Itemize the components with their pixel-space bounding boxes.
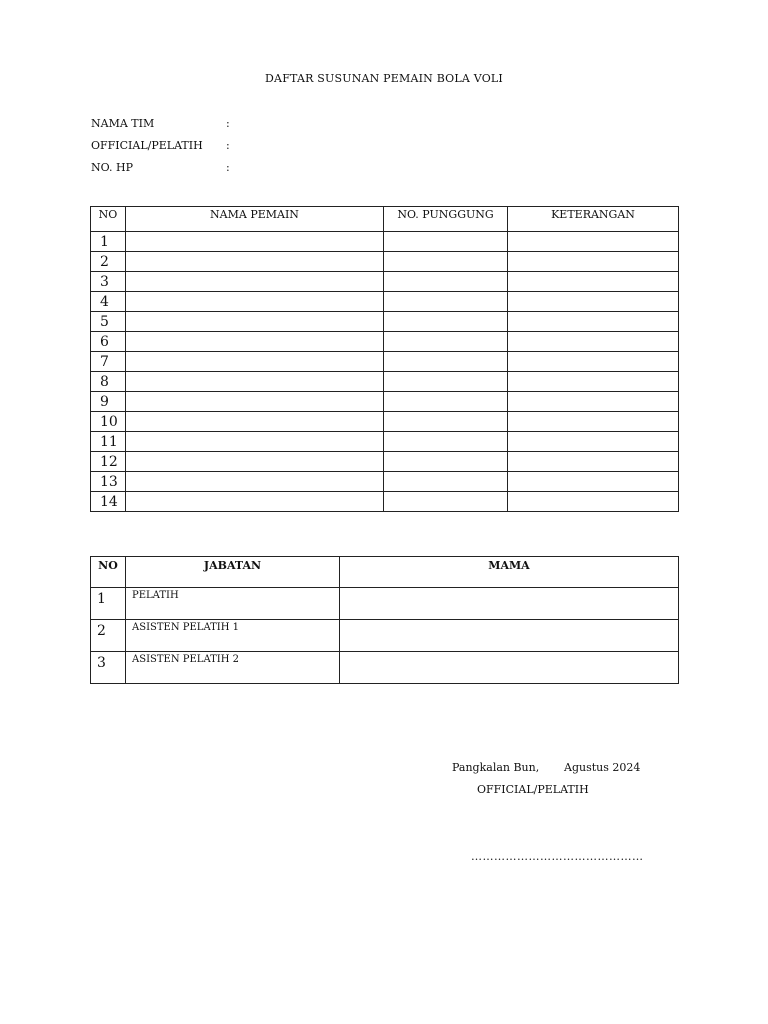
player-jersey-cell[interactable] xyxy=(384,472,508,492)
player-name-cell[interactable] xyxy=(126,332,384,352)
player-notes-cell[interactable] xyxy=(508,372,679,392)
player-row-number: 10 xyxy=(91,412,126,432)
table-row xyxy=(91,292,679,312)
info-colon-team-name: : xyxy=(226,117,230,130)
table-row xyxy=(91,620,679,652)
player-name-cell[interactable] xyxy=(126,372,384,392)
table-row xyxy=(91,412,679,432)
table-row xyxy=(91,332,679,352)
table-row xyxy=(91,392,679,412)
signature-place: Pangkalan Bun, xyxy=(452,761,540,774)
official-name-cell[interactable] xyxy=(340,620,679,652)
player-row-number: 4 xyxy=(91,292,126,312)
official-role: PELATIH xyxy=(126,588,340,620)
table-row xyxy=(91,452,679,472)
signature-date: Agustus 2024 xyxy=(564,761,641,774)
player-name-cell[interactable] xyxy=(126,252,384,272)
players-header-row xyxy=(91,207,679,232)
table-row xyxy=(91,588,679,620)
signature-role: OFFICIAL/PELATIH xyxy=(477,783,589,796)
info-colon-phone: : xyxy=(226,161,230,174)
player-notes-cell[interactable] xyxy=(508,332,679,352)
table-row xyxy=(91,472,679,492)
player-notes-cell[interactable] xyxy=(508,392,679,412)
table-row xyxy=(91,272,679,292)
player-notes-cell[interactable] xyxy=(508,272,679,292)
players-header-no: NO xyxy=(91,207,126,232)
player-jersey-cell[interactable] xyxy=(384,372,508,392)
player-notes-cell[interactable] xyxy=(508,432,679,452)
player-row-number: 7 xyxy=(91,352,126,372)
player-notes-cell[interactable] xyxy=(508,452,679,472)
players-table xyxy=(90,206,679,512)
official-row-number: 1 xyxy=(91,588,126,620)
player-name-cell[interactable] xyxy=(126,292,384,312)
player-row-number: 1 xyxy=(91,232,126,252)
official-name-cell[interactable] xyxy=(340,652,679,684)
officials-header-name: MAMA xyxy=(340,557,679,588)
player-row-number: 13 xyxy=(91,472,126,492)
table-row xyxy=(91,492,679,512)
officials-header-no: NO xyxy=(91,557,126,588)
player-name-cell[interactable] xyxy=(126,412,384,432)
player-jersey-cell[interactable] xyxy=(384,332,508,352)
player-name-cell[interactable] xyxy=(126,392,384,412)
table-row xyxy=(91,312,679,332)
official-role: ASISTEN PELATIH 1 xyxy=(126,620,340,652)
info-colon-official: : xyxy=(226,139,230,152)
player-row-number: 11 xyxy=(91,432,126,452)
player-name-cell[interactable] xyxy=(126,232,384,252)
player-jersey-cell[interactable] xyxy=(384,392,508,412)
player-notes-cell[interactable] xyxy=(508,292,679,312)
table-row xyxy=(91,372,679,392)
player-jersey-cell[interactable] xyxy=(384,452,508,472)
table-row xyxy=(91,352,679,372)
player-notes-cell[interactable] xyxy=(508,352,679,372)
officials-header-position: JABATAN xyxy=(126,557,340,588)
player-notes-cell[interactable] xyxy=(508,232,679,252)
player-jersey-cell[interactable] xyxy=(384,252,508,272)
player-row-number: 14 xyxy=(91,492,126,512)
player-row-number: 2 xyxy=(91,252,126,272)
official-row-number: 3 xyxy=(91,652,126,684)
player-notes-cell[interactable] xyxy=(508,412,679,432)
player-row-number: 5 xyxy=(91,312,126,332)
players-header-notes: KETERANGAN xyxy=(508,207,679,232)
table-row xyxy=(91,252,679,272)
info-label-phone: NO. HP xyxy=(91,161,133,174)
players-header-jersey: NO. PUNGGUNG xyxy=(384,207,508,232)
player-row-number: 6 xyxy=(91,332,126,352)
player-row-number: 9 xyxy=(91,392,126,412)
player-name-cell[interactable] xyxy=(126,312,384,332)
player-notes-cell[interactable] xyxy=(508,492,679,512)
table-row xyxy=(91,432,679,452)
info-label-team-name: NAMA TIM xyxy=(91,117,155,130)
player-jersey-cell[interactable] xyxy=(384,412,508,432)
players-header-name: NAMA PEMAIN xyxy=(126,207,384,232)
official-name-cell[interactable] xyxy=(340,588,679,620)
info-label-official: OFFICIAL/PELATIH xyxy=(91,139,203,152)
page-title: DAFTAR SUSUNAN PEMAIN BOLA VOLI xyxy=(265,72,503,85)
player-name-cell[interactable] xyxy=(126,352,384,372)
player-name-cell[interactable] xyxy=(126,492,384,512)
player-name-cell[interactable] xyxy=(126,452,384,472)
official-row-number: 2 xyxy=(91,620,126,652)
player-name-cell[interactable] xyxy=(126,272,384,292)
player-jersey-cell[interactable] xyxy=(384,492,508,512)
signature-line: ……………………………………… xyxy=(471,850,644,863)
player-notes-cell[interactable] xyxy=(508,312,679,332)
player-jersey-cell[interactable] xyxy=(384,292,508,312)
player-row-number: 12 xyxy=(91,452,126,472)
player-name-cell[interactable] xyxy=(126,472,384,492)
player-name-cell[interactable] xyxy=(126,432,384,452)
player-jersey-cell[interactable] xyxy=(384,432,508,452)
table-row xyxy=(91,232,679,252)
player-notes-cell[interactable] xyxy=(508,472,679,492)
player-row-number: 8 xyxy=(91,372,126,392)
player-jersey-cell[interactable] xyxy=(384,232,508,252)
player-jersey-cell[interactable] xyxy=(384,352,508,372)
player-notes-cell[interactable] xyxy=(508,252,679,272)
official-role: ASISTEN PELATIH 2 xyxy=(126,652,340,684)
officials-table xyxy=(90,556,679,684)
player-jersey-cell[interactable] xyxy=(384,312,508,332)
player-jersey-cell[interactable] xyxy=(384,272,508,292)
officials-header-row xyxy=(91,557,679,588)
player-row-number: 3 xyxy=(91,272,126,292)
table-row xyxy=(91,652,679,684)
